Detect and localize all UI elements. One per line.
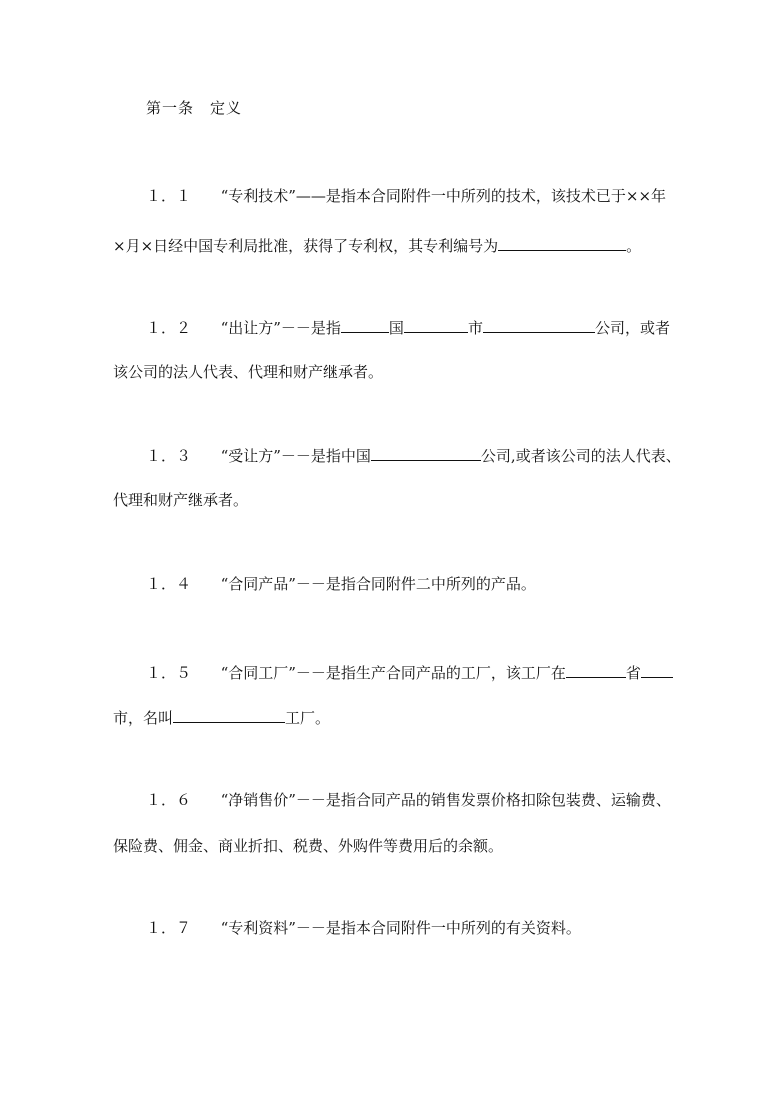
clause-1-5-line-2 xyxy=(113,706,330,726)
clause-text: 该公司的法人代表、代理和财产继承者。 xyxy=(113,363,384,381)
clause-text: 公司,或者该公司的法人代表、 xyxy=(480,447,681,465)
clause-1-1-line-1 xyxy=(146,186,666,206)
clause-number: １．４ xyxy=(146,575,192,593)
clause-text: 国 xyxy=(388,319,404,337)
clause-1-2-line-1 xyxy=(146,316,670,336)
clause-text: 市，名叫 xyxy=(113,709,174,727)
clause-text: “合同工厂”－－是指生产合同产品的工厂，该工厂在 xyxy=(220,664,566,682)
clause-text: 代理和财产继承者。 xyxy=(113,491,249,509)
clause-number: １．１ xyxy=(146,187,192,205)
clause-text: “净销售价”－－是指合同产品的销售发票价格扣除包装费、运输费、 xyxy=(220,791,671,809)
clause-text: 工厂。 xyxy=(285,709,331,727)
clause-text: ×月×日经中国专利局批准，获得了专利权，其专利编号为 xyxy=(113,237,499,255)
province-blank xyxy=(566,661,626,678)
city-blank xyxy=(404,316,468,333)
clause-text: “出让方”－－是指 xyxy=(220,319,341,337)
clause-1-3-line-2 xyxy=(113,490,248,510)
clause-1-6-line-2 xyxy=(113,836,503,856)
clause-number: １．２ xyxy=(146,319,192,337)
clause-text: “专利技术”——是指本合同附件一中所列的技术，该技术已于××年 xyxy=(220,187,667,205)
company-blank xyxy=(371,444,481,461)
city-blank xyxy=(641,661,673,678)
clause-text: 保险费、佣金、商业折扣、税费、外购件等费用后的余额。 xyxy=(113,837,504,855)
clause-1-6-line-1 xyxy=(146,790,671,810)
clause-text: 公司，或者 xyxy=(594,319,670,337)
clause-text: 省 xyxy=(625,664,641,682)
clause-text: “合同产品”－－是指合同附件二中所列的产品。 xyxy=(220,575,536,593)
clause-1-7-line-1 xyxy=(146,918,581,938)
clause-text: 市 xyxy=(467,319,483,337)
clause-1-2-line-2 xyxy=(113,362,383,382)
clause-number: １．６ xyxy=(146,791,192,809)
clause-number: １．５ xyxy=(146,664,192,682)
clause-1-3-line-1 xyxy=(146,444,681,464)
clause-number: １．７ xyxy=(146,919,192,937)
clause-text: “专利资料”－－是指本合同附件一中所列的有关资料。 xyxy=(220,919,581,937)
clause-1-5-line-1 xyxy=(146,661,673,681)
patent-number-blank xyxy=(498,234,626,251)
clause-text: “受让方”－－是指中国 xyxy=(220,447,371,465)
factory-name-blank xyxy=(173,706,285,723)
article-heading: 第一条 定义 xyxy=(146,99,243,117)
clause-number: １．３ xyxy=(146,447,192,465)
country-blank xyxy=(341,316,389,333)
clause-1-4-line-1 xyxy=(146,574,536,594)
clause-text: 。 xyxy=(626,237,642,255)
clause-1-1-line-2 xyxy=(113,234,641,254)
company-blank xyxy=(483,316,595,333)
